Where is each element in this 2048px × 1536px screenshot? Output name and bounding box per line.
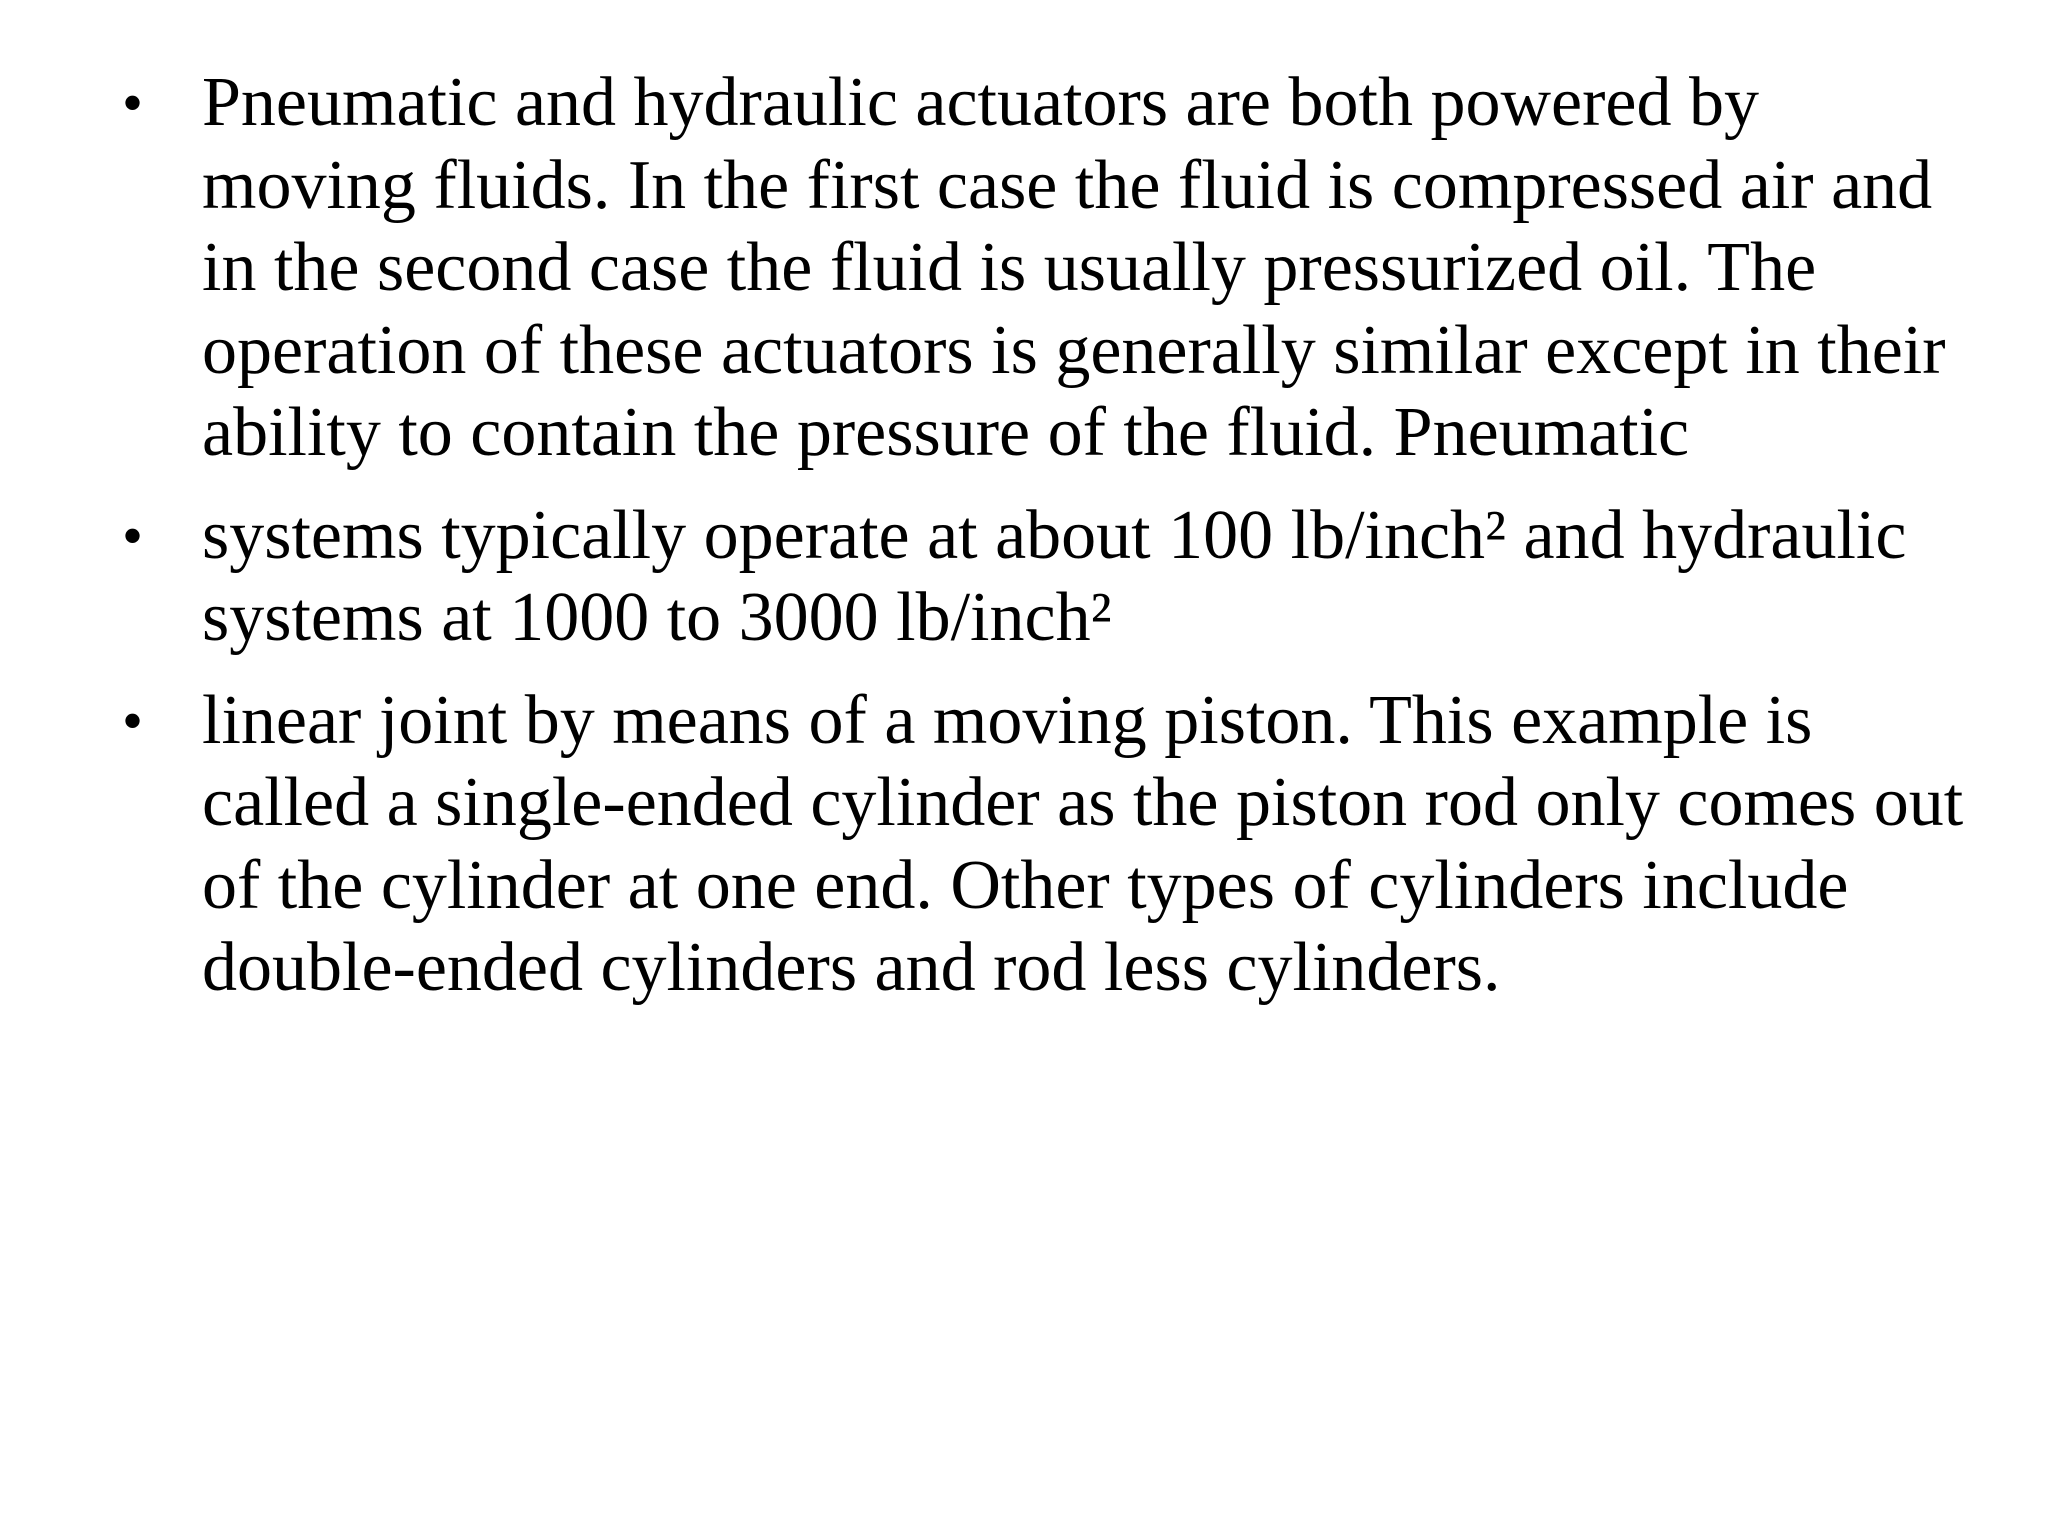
bullet-item-pneumatic-hydraulic xyxy=(112,62,1992,475)
text-line: Pneumatic and hydraulic actuators are both powered by xyxy=(202,64,1759,141)
text-line: operation of these actuators is generally similar except in their xyxy=(202,311,1946,389)
text-line: called a single-ended cylinder as the piston rod only comes out xyxy=(202,764,1964,841)
bullet-list xyxy=(112,62,1992,1030)
text-line: systems at 1000 to 3000 lb/inch² xyxy=(202,579,1112,656)
bullet-item-operating-pressures xyxy=(112,495,1992,660)
bullet-icon: • xyxy=(122,687,144,754)
bullet-icon: • xyxy=(122,502,144,569)
text-line: of the cylinder at one end. Other types of cylinders include xyxy=(202,846,1849,924)
bullet-icon: • xyxy=(122,70,144,136)
text-line: in the second case the fluid is usually pressurized oil. The xyxy=(202,229,1817,306)
text-line: linear joint by means of a moving piston. This example is xyxy=(202,681,1813,759)
text-line: double-ended cylinders and rod less cylinders. xyxy=(202,929,1501,1006)
bullet-item-linear-joint xyxy=(112,680,1992,1010)
text-line: moving fluids. In the first case the fluid is compressed air and xyxy=(202,146,1933,224)
text-line: ability to contain the pressure of the fluid. Pneumatic xyxy=(202,394,1690,471)
text-line: systems typically operate at about 100 lb/inch² and hydraulic xyxy=(202,496,1907,574)
